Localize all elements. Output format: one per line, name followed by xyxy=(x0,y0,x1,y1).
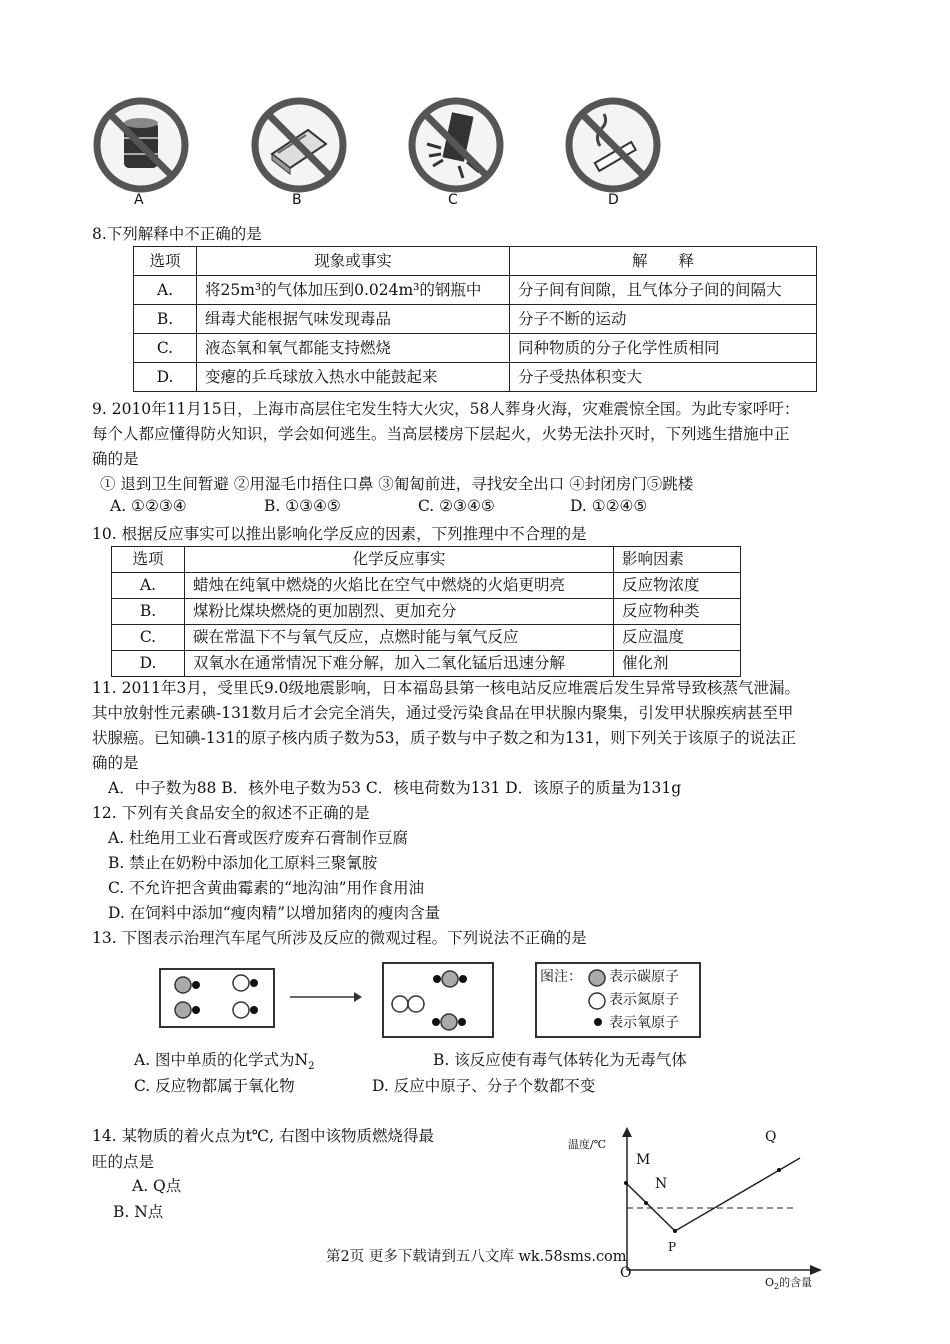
q11-options: A．中子数为88 B．核外电子数为53 C．核电荷数为131 D．该原子的质量为131g xyxy=(108,779,682,797)
point-q: Q xyxy=(765,1129,777,1145)
legend-box xyxy=(535,962,701,1038)
table-row: C. 碳在常温下不与氧气反应，点燃时能与氧气反应 反应温度 xyxy=(112,625,741,651)
table-row: B. 煤粉比煤块燃烧的更加剧烈、更加充分 反应物种类 xyxy=(112,599,741,625)
q11-line2: 其中放射性元素碘-131数月后才会完全消失，通过受污染食品在甲状腺内聚集，引发甲状腺疾病甚至甲 xyxy=(92,704,794,722)
q14-option-a: A. Q点 xyxy=(132,1177,182,1195)
q10-table xyxy=(111,546,741,677)
q9-measures: ① 退到卫生间暂避 ②用湿毛巾捂住口鼻 ③匍匐前进，寻找安全出口 ④封闭房门⑤跳楼 xyxy=(100,475,694,493)
q9-option-c: C. ②③④⑤ xyxy=(418,497,495,515)
matchbox-icon xyxy=(250,96,348,194)
legend-title: 图注： xyxy=(540,969,582,985)
q8-table xyxy=(133,246,817,392)
sign-label-a: A xyxy=(134,192,144,208)
sign-label-b: B xyxy=(292,192,302,208)
table-header: 解 释 xyxy=(510,247,817,276)
table-header: 选项 xyxy=(112,547,185,573)
legend-oxygen: 表示氧原子 xyxy=(609,1015,679,1031)
table-header: 现象或事实 xyxy=(197,247,510,276)
reactants-box xyxy=(159,968,275,1028)
q14-line2: 旺的点是 xyxy=(92,1153,155,1171)
q12-option-b: B. 禁止在奶粉中添加化工原料三聚氰胺 xyxy=(108,854,378,872)
carbon-atom-icon xyxy=(587,968,607,988)
page-footer: 第2页 更多下载请到五八文库 wk.58sms.com xyxy=(326,1249,627,1265)
sign-label-c: C xyxy=(448,192,458,208)
products-box xyxy=(382,962,494,1038)
point-p: P xyxy=(668,1240,677,1254)
q14-option-b: B. N点 xyxy=(113,1203,164,1221)
q9-option-b: B. ①③④⑤ xyxy=(264,497,341,515)
q9-line2: 每个人都应懂得防火知识，学会如何逃生。当高层楼房下层起火，火势无法扑灭时，下列逃生措施中正 xyxy=(92,425,790,443)
origin-label: O xyxy=(620,1265,632,1281)
q9-option-d: D. ①②④⑤ xyxy=(570,497,648,515)
q9-line1: 9. 2010年11月15日，上海市高层住宅发生特大火灾，58人葬身火海，灾难震惊全国。为此专家呼吁： xyxy=(92,400,800,418)
q12-option-c: C. 不允许把含黄曲霉素的“地沟油”用作食用油 xyxy=(108,879,425,897)
q12-stem: 12. 下列有关食品安全的叙述不正确的是 xyxy=(92,804,370,822)
q11-line1: 11. 2011年3月，受里氏9.0级地震影响，日本福岛县第一核电站反应堆震后发生异常导致核蒸气泄漏。 xyxy=(92,679,801,697)
q11-line4: 确的是 xyxy=(92,754,139,772)
q13-option-b: B. 该反应使有毒气体转化为无毒气体 xyxy=(433,1051,687,1069)
q13-option-a: A. 图中单质的化学式为$N_2$ xyxy=(134,1051,315,1073)
q10-stem: 10. 根据反应事实可以推出影响化学反应的因素，下列推理中不合理的是 xyxy=(92,525,587,543)
q12-option-a: A. 杜绝用工业石膏或医疗废弃石膏制作豆腐 xyxy=(108,829,409,847)
q13-option-c: C. 反应物都属于氧化物 xyxy=(134,1077,295,1095)
reactant-molecules xyxy=(161,970,273,1026)
legend-nitrogen: 表示氮原子 xyxy=(609,992,679,1008)
q9-line3: 确的是 xyxy=(92,450,139,468)
table-row: D. 变瘪的乒乓球放入热水中能鼓起来 分子受热体积变大 xyxy=(134,363,817,392)
q9-option-a: A. ①②③④ xyxy=(110,497,187,515)
table-row: C. 液态氧和氧气都能支持燃烧 同种物质的分子化学性质相同 xyxy=(134,334,817,363)
table-row: D. 双氧水在通常情况下难分解，加入二氧化锰后迅速分解 催化剂 xyxy=(112,651,741,677)
q11-line3: 状腺癌。已知碘-131的原子核内质子数为53，质子数与中子数之和为131，则下列关于该原子的说法正 xyxy=(92,729,797,747)
cigarette-icon xyxy=(564,96,662,194)
q12-option-d: D. 在饲料中添加“瘦肉精”以增加猪肉的瘦肉含量 xyxy=(108,904,441,922)
table-row: A. 蜡烛在纯氧中燃烧的火焰比在空气中燃烧的火焰更明亮 反应物浓度 xyxy=(112,573,741,599)
table-row xyxy=(112,547,741,573)
oxygen-atom-icon xyxy=(591,1015,605,1029)
firecracker-icon xyxy=(407,96,505,194)
product-molecules xyxy=(384,964,492,1036)
table-header: 选项 xyxy=(134,247,197,276)
point-n: N xyxy=(655,1176,668,1192)
arrow-icon xyxy=(288,990,362,1004)
sign-label-d: D xyxy=(608,192,619,208)
q13-option-d: D. 反应中原子、分子个数都不变 xyxy=(372,1077,596,1095)
barrel-icon xyxy=(92,96,190,194)
table-row: A. 将25m³的气体加压到0.024m³的钢瓶中 分子间有间隙，且气体分子间的间隔大 xyxy=(134,276,817,305)
q14-line1: 14. 某物质的着火点为t℃, 右图中该物质燃烧得最 xyxy=(92,1127,435,1145)
nitrogen-atom-icon xyxy=(587,991,607,1011)
table-header: 化学反应事实 xyxy=(185,547,614,573)
table-row: B. 缉毒犬能根据气味发现毒品 分子不断的运动 xyxy=(134,305,817,334)
q13-stem: 13. 下图表示治理汽车尾气所涉及反应的微观过程。下列说法不正确的是 xyxy=(92,929,587,947)
q8-stem: 8.下列解释中不正确的是 xyxy=(92,225,262,243)
point-m: M xyxy=(636,1152,651,1168)
table-header: 影响因素 xyxy=(614,547,741,573)
legend-carbon: 表示碳原子 xyxy=(609,969,679,985)
y-axis-label: 温度/℃ xyxy=(568,1138,607,1151)
table-row xyxy=(134,247,817,276)
x-axis-label: $O_2$的含量 xyxy=(765,1276,813,1292)
